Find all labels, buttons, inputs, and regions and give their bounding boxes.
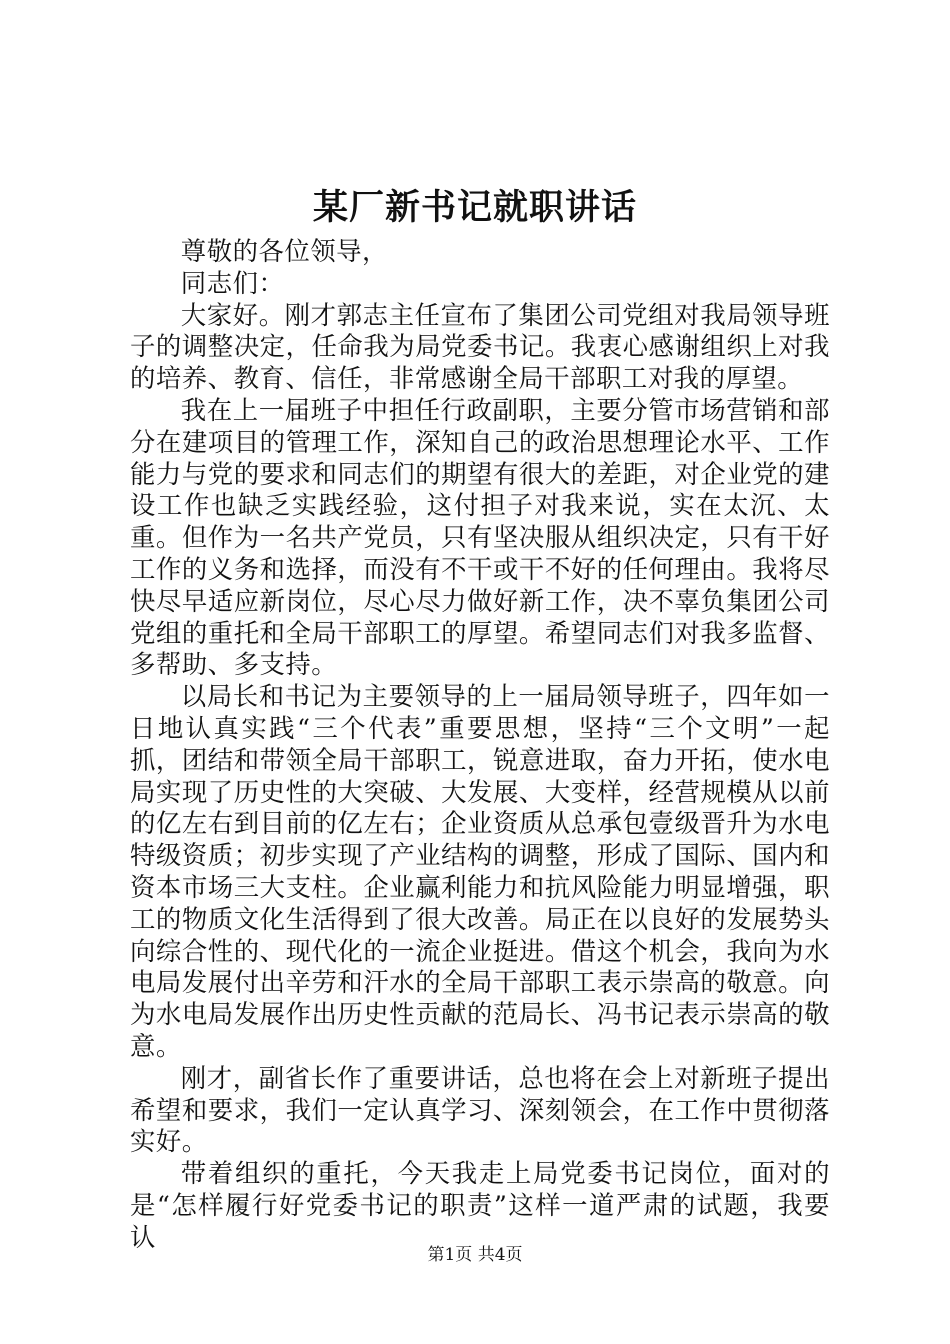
body-paragraph: 刚才，副省长作了重要讲话，总也将在会上对新班子提出希望和要求，我们一定认真学习、深刻领会，在工作中贯彻落实好。 <box>130 1062 830 1157</box>
body-paragraph: 以局长和书记为主要领导的上一届局领导班子，四年如一日地认真实践“三个代表”重要思想，坚持“三个文明”一起抓，团结和带领全局干部职工，锐意进取，奋力开拓，使水电局实现了历史性的大突破、大发展、大变样，经营规模从以前的亿左右到目前的亿左右；企业资质从总承包壹级晋升为水电特级资质；初步实现了产业结构的调整，形成了国际、国内和资本市场三大支柱。企业赢利能力和抗风险能力明显增强，职工的物质文化生活得到了很大改善。局正在以良好的发展势头向综合性的、现代化的一流企业挺进。借这个机会，我向为水电局发展付出辛劳和汗水的全局干部职工表示崇高的敬意。向为水电局发展作出历史性贡献的范局长、冯书记表示崇高的敬意。 <box>130 681 830 1061</box>
document-title: 某厂新书记就职讲话 <box>312 187 637 228</box>
page-footer: 第1页 共4页 <box>427 1245 523 1265</box>
body-paragraph: 带着组织的重托，今天我走上局党委书记岗位，面对的是“怎样履行好党委书记的职责”这样一道严肃的试题，我要认 <box>130 1158 830 1252</box>
body-paragraph: 大家好。刚才郭志主任宣布了集团公司党组对我局领导班子的调整决定，任命我为局党委书记。我衷心感谢组织上对我的培养、教育、信任，非常感谢全局干部职工对我的厚望。 <box>130 299 830 394</box>
salutation-leaders: 尊敬的各位领导， <box>180 236 388 266</box>
body-paragraph: 我在上一届班子中担任行政副职，主要分管市场营销和部分在建项目的管理工作，深知自己的政治思想理论水平、工作能力与党的要求和同志们的期望有很大的差距，对企业党的建设工作也缺乏实践经验，这付担子对我来说，实在太沉、太重。但作为一名共产党员，只有坚决服从组织决定，只有干好工作的义务和选择，而没有不干或干不好的任何理由。我将尽快尽早适应新岗位，尽心尽力做好新工作，决不辜负集团公司党组的重托和全局干部职工的厚望。希望同志们对我多监督、多帮助、多支持。 <box>130 394 830 680</box>
document-body <box>130 236 830 1254</box>
salutation-comrades: 同志们： <box>180 267 285 298</box>
